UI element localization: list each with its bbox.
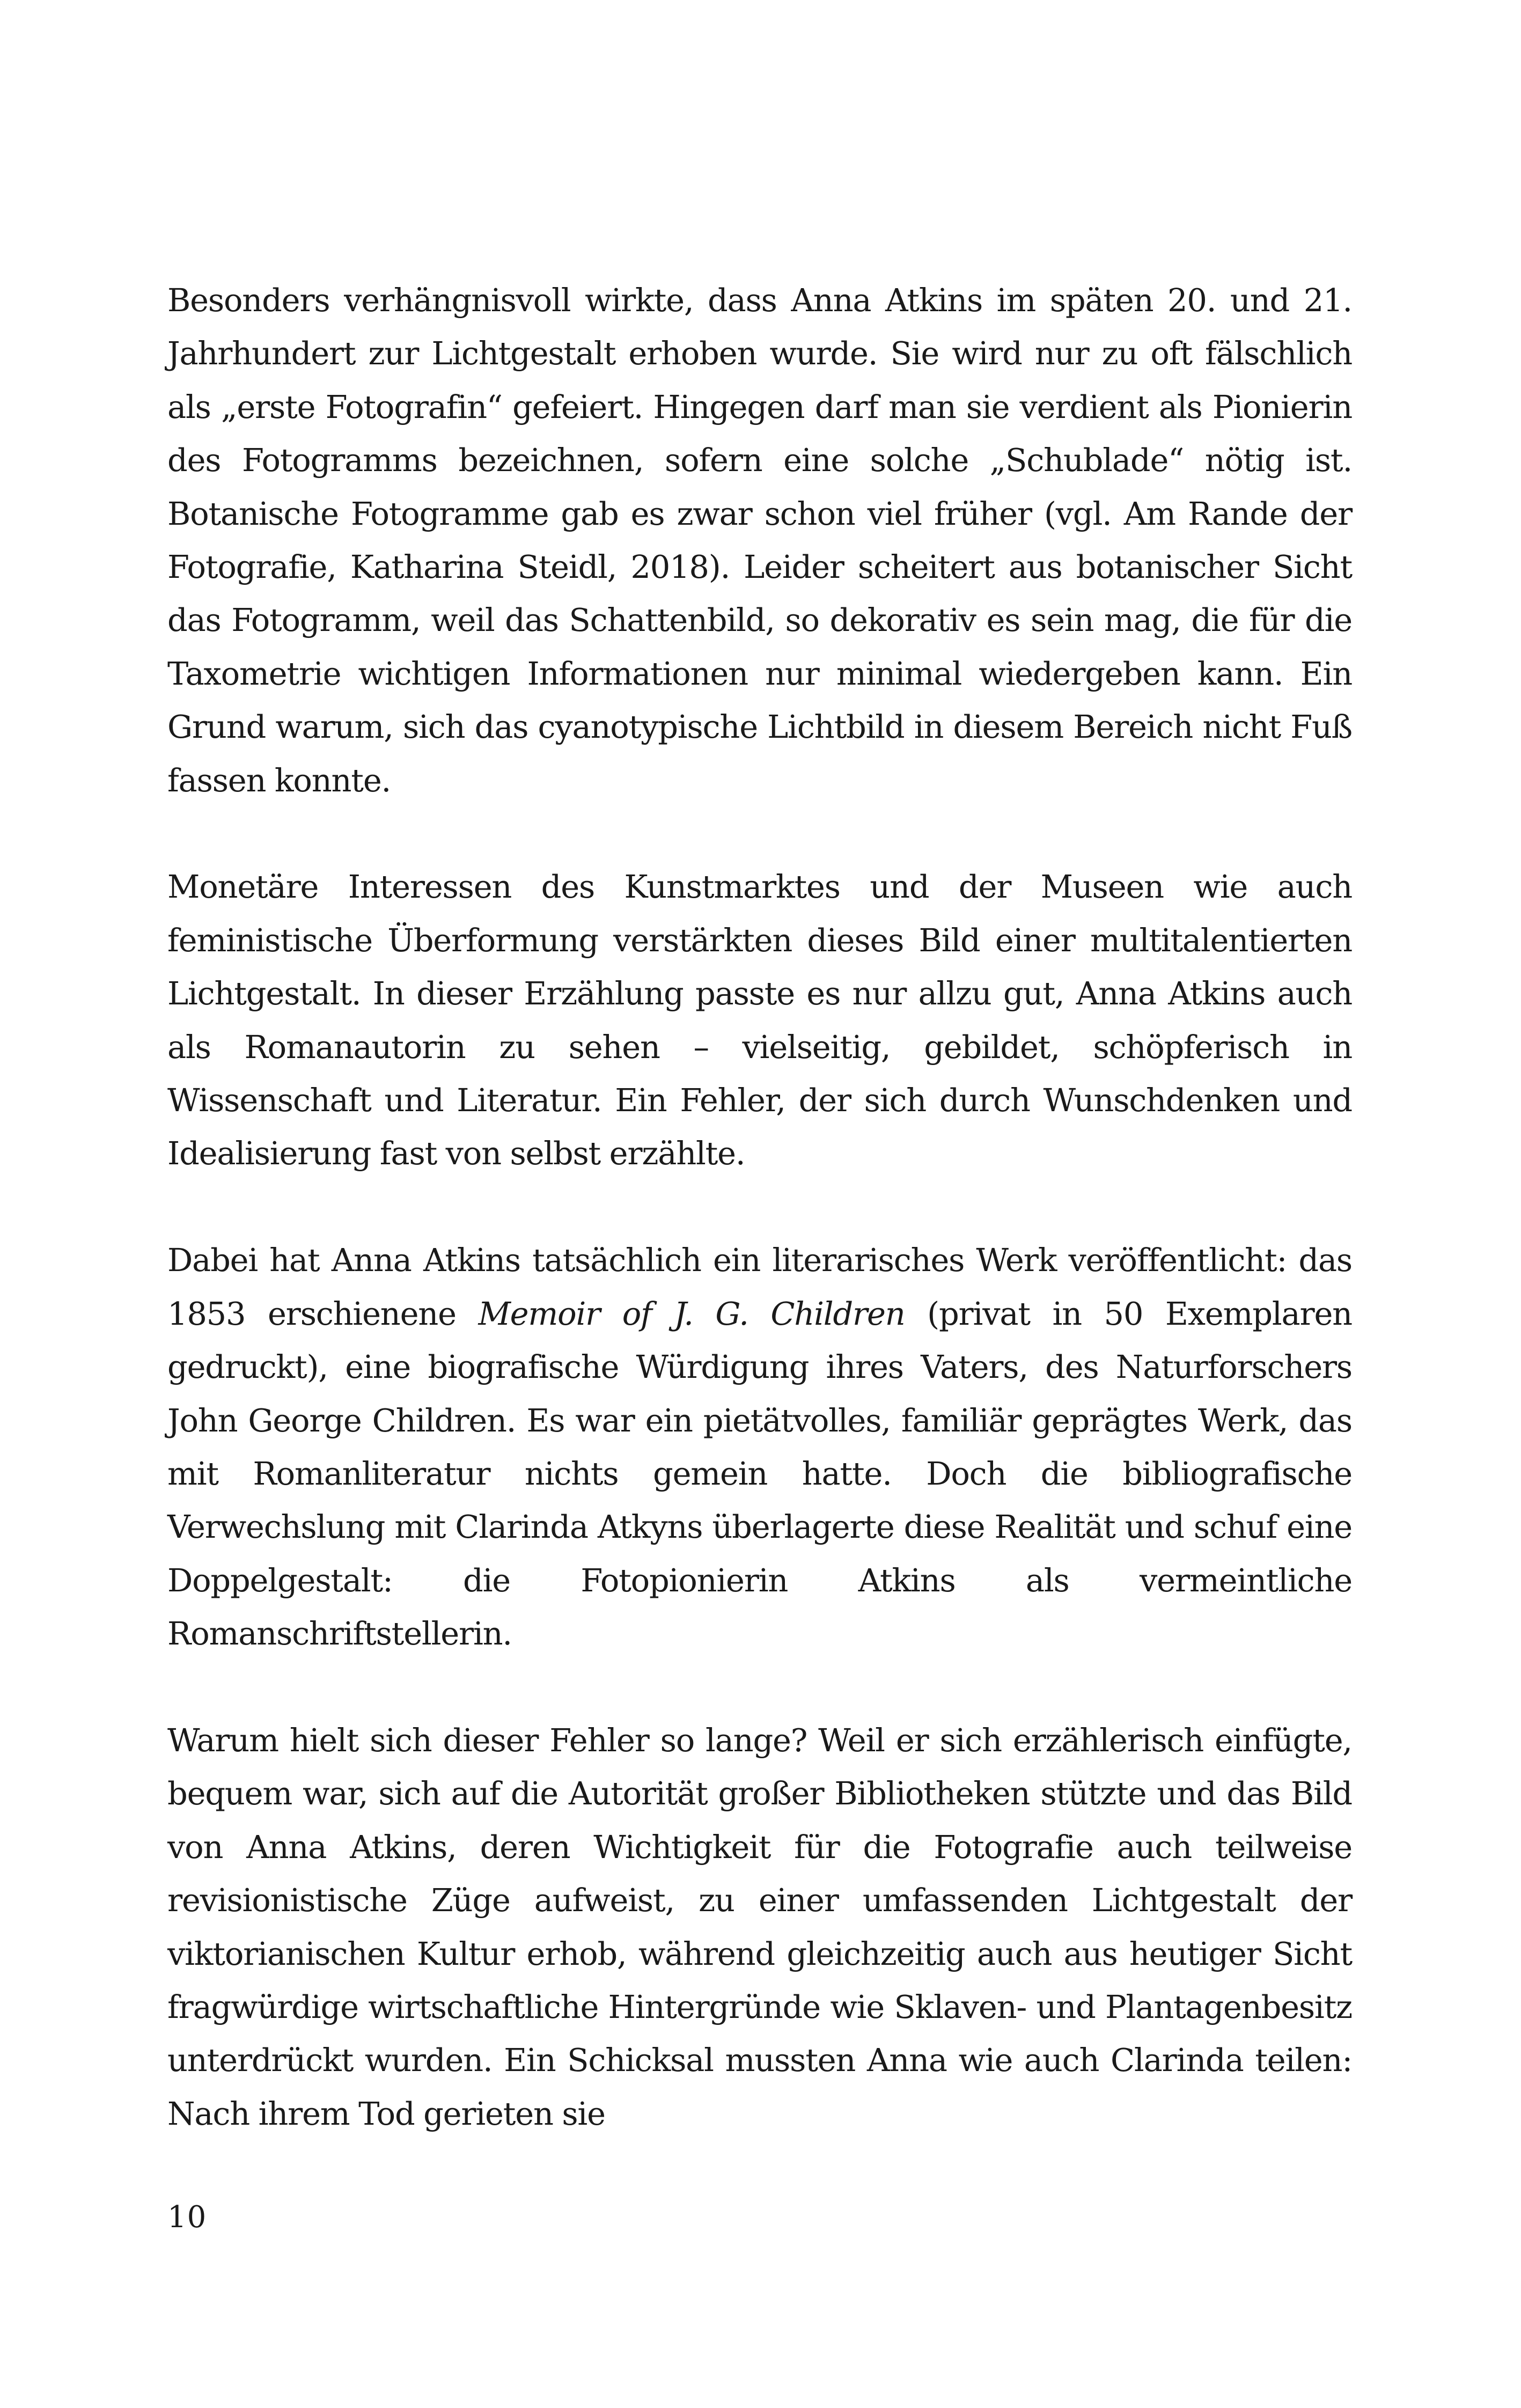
body-text	[167, 274, 1352, 2140]
page-number: 10	[167, 2200, 207, 2235]
book-title: Memoir of J. G. Children	[478, 1295, 905, 1332]
paragraph-3	[167, 1234, 1352, 1660]
paragraph-1: Besonders verhängnisvoll wirkte, dass Anna Atkins im späten 20. und 21. Jahrhundert zur Lichtgestalt erhoben wurde. Sie wird nur zu oft fälschlich als „erste Fotografin“ gefeiert. Hingegen darf man sie verdient als Pionierin des Fotogramms bezeichnen, sofern eine solche „Schublade“ nötig ist. Botanische Fotogramme gab es zwar schon viel früher (vgl. Am Rande der Fotografie, Katharina Steidl, 2018). Leider scheitert aus botanischer Sicht das Fotogramm, weil das Schattenbild, so dekorativ es sein mag, die für die Taxometrie wichtigen Informationen nur minimal wiedergeben kann. Ein Grund warum, sich das cyanotypische Lichtbild in diesem Bereich nicht Fuß fassen konnte.	[167, 282, 1352, 799]
paragraph-3-before: Dabei hat Anna Atkins tatsächlich ein literarisches Werk veröffentlicht: das 1853 erschienene	[167, 1242, 1352, 1332]
paragraph-3-after: (privat in 50 Exemplaren gedruckt), eine biografische Würdigung ihres Vaters, des Naturforschers John George Children. Es war ein pietätvolles, familiär geprägtes Werk, das mit Romanliteratur nichts gemein hatte. Doch die bibliografische Verwechslung mit Clarinda Atkyns überlagerte diese Realität und schuf eine Doppelgestalt: die Fotopionierin Atkins als vermeintliche Romanschriftstellerin.	[167, 1295, 1352, 1653]
paragraph-4: Warum hielt sich dieser Fehler so lange? Weil er sich erzählerisch einfügte, bequem war, sich auf die Autorität großer Bibliotheken stützte und das Bild von Anna Atkins, deren Wichtigkeit für die Fotografie auch teilweise revisionistische Züge aufweist, zu einer umfassenden Lichtgestalt der viktorianischen Kultur erhob, während gleichzeitig auch aus heutiger Sicht fragwürdige wirtschaftliche Hintergründe wie Sklaven- und Plantagenbesitz unterdrückt wurden. Ein Schicksal mussten Anna wie auch Clarinda teilen: Nach ihrem Tod gerieten sie	[167, 1721, 1352, 2132]
paragraph-2: Monetäre Interessen des Kunstmarktes und der Museen wie auch feministische Überformung verstärkten dieses Bild einer multitalentierten Lichtgestalt. In dieser Erzählung passte es nur allzu gut, Anna Atkins auch als Romanautorin zu sehen – vielseitig, gebildet, schöpferisch in Wissenschaft und Literatur. Ein Fehler, der sich durch Wunschdenken und Idealisierung fast von selbst erzählte.	[167, 868, 1352, 1172]
